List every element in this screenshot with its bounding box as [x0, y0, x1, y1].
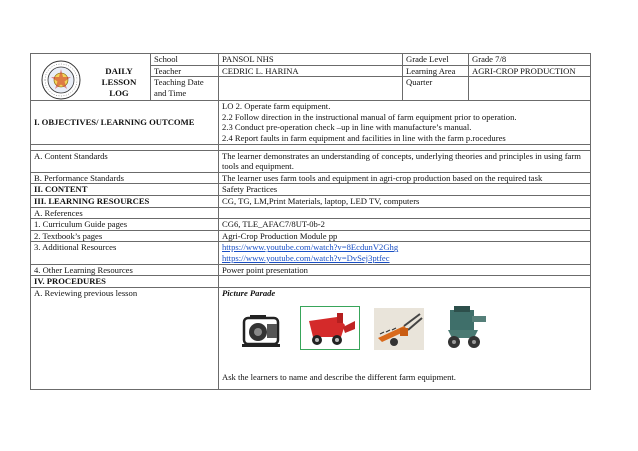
title-line: LOG: [109, 88, 129, 98]
additional-resources-label: 3. Additional Resources: [31, 242, 219, 264]
procedures-value: [219, 276, 591, 288]
textbook-pages-label: 2. Textbook’s pages: [31, 230, 219, 242]
references-label: A. References: [31, 207, 219, 219]
bottom-spacer: [222, 383, 587, 389]
performance-standards-value: The learner uses farm tools and equipment in agri-crop production based on the required task: [219, 172, 591, 184]
teacher-label: Teacher: [151, 65, 219, 77]
other-resources-label: 4. Other Learning Resources: [31, 264, 219, 276]
youtube-link[interactable]: https://www.youtube.com/watch?v=DvSej3ptfec: [222, 252, 390, 263]
thresher-image: [300, 306, 360, 350]
other-resources-value: Power point presentation: [219, 264, 591, 276]
curriculum-guide-label: 1. Curriculum Guide pages: [31, 219, 219, 231]
content-label: II. CONTENT: [31, 184, 219, 196]
water-pump-image: [238, 310, 286, 350]
objectives-label: I. OBJECTIVES/ LEARNING OUTCOME: [31, 101, 219, 144]
learning-area-label: Learning Area: [403, 65, 469, 77]
objective-line: 2.4 Report faults in farm equipment and facilities in line with the farm p.rocedures: [222, 132, 506, 143]
references-value: [219, 207, 591, 219]
grade-level-value: Grade 7/8: [469, 54, 591, 66]
youtube-link[interactable]: https://www.youtube.com/watch?v=8EcdunV2Ghg: [222, 242, 399, 253]
performance-standards-label: B. Performance Standards: [31, 172, 219, 184]
textbook-pages-value: Agri-Crop Production Module pp: [219, 230, 591, 242]
school-value: PANSOL NHS: [219, 54, 403, 66]
procedures-label: IV. PROCEDURES: [31, 276, 219, 288]
grade-level-label: Grade Level: [403, 54, 469, 66]
reviewing-lesson-content: [219, 287, 591, 389]
objective-line: LO 2. Operate farm equipment.: [222, 101, 331, 112]
learning-area-value: AGRI-CROP PRODUCTION: [469, 65, 591, 77]
teaching-date-label: Teaching Date and Time: [151, 77, 219, 101]
teaching-date-value: [219, 77, 403, 101]
content-standards-value: The learner demonstrates an understanding of concepts, underlying theories and principles in using farm tools and equipment.: [219, 150, 591, 172]
equipment-pictures: [238, 304, 587, 350]
picture-parade-title: Picture Parade: [222, 287, 276, 298]
deped-seal-icon: [41, 60, 81, 100]
school-label: School: [151, 54, 219, 66]
quarter-label: Quarter: [403, 77, 469, 101]
objective-line: 2.3 Conduct pre-operation check –up in line with manufacture’s manual.: [222, 122, 472, 133]
objectives-content: [219, 101, 591, 144]
title-line: LESSON: [101, 77, 137, 87]
review-instruction: Ask the learners to name and describe the different farm equipment.: [222, 372, 456, 383]
quarter-value: [469, 77, 591, 101]
curriculum-guide-value: CG6, TLE_AFAC7/8UT-0b-2: [219, 219, 591, 231]
reaper-image: [374, 308, 424, 350]
learning-resources-value: CG, TG, LM,Print Materials, laptop, LED TV, computers: [219, 195, 591, 207]
learning-resources-label: III. LEARNING RESOURCES: [31, 195, 219, 207]
additional-resources-value: [219, 242, 591, 264]
title-line: DAILY: [105, 66, 133, 76]
seeder-image: [438, 304, 490, 350]
daily-lesson-log-table: [30, 53, 591, 390]
content-standards-label: A. Content Standards: [31, 150, 219, 172]
daily-lesson-log-title: [91, 66, 147, 99]
teacher-value: CEDRIC L. HARINA: [219, 65, 403, 77]
content-value: Safety Practices: [219, 184, 591, 196]
reviewing-lesson-label: A. Reviewing previous lesson: [31, 287, 219, 389]
header-logo-cell: [31, 54, 151, 101]
objective-line: 2.2 Follow direction in the instructional manual of farm equipment prior to operation.: [222, 111, 517, 122]
